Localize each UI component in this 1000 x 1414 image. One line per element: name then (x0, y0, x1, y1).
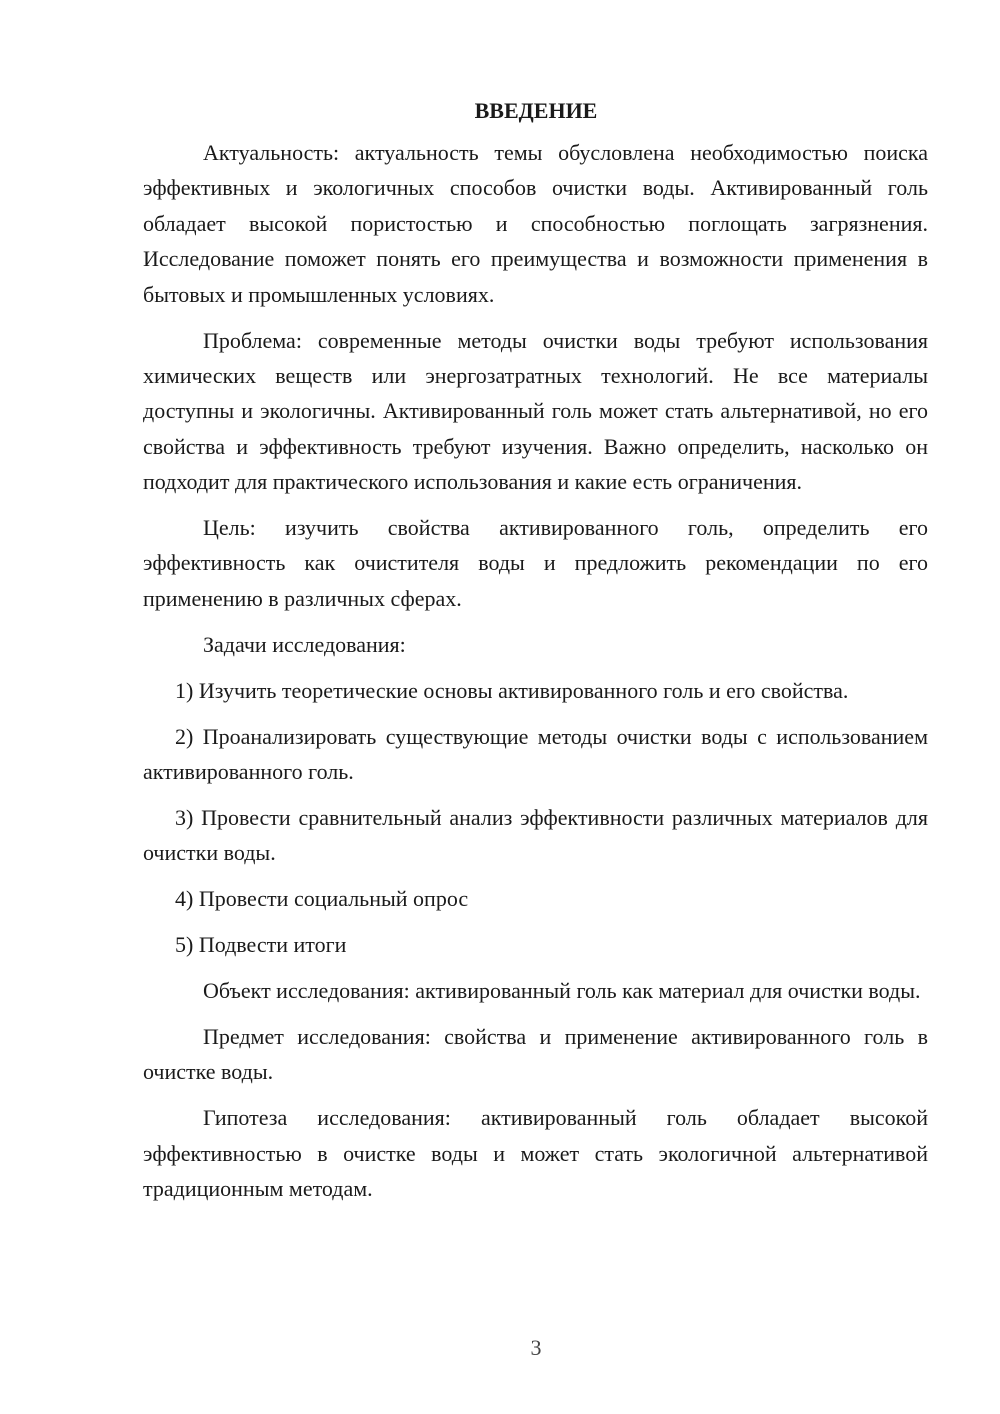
task-item-3: 3) Провести сравнительный анализ эффективности различных материалов для очистки воды. (143, 804, 928, 866)
paragraph-relevance: Актуальность: актуальность темы обусловлена необходимостью поиска эффективных и экологичных способов очистки воды. Активированный голь обладает высокой пористостью и способностью поглощать загрязнения. Исследование поможет понять его преимущества и возможности применения в бытовых и промышленных условиях. (143, 140, 928, 307)
paragraph-goal: Цель: изучить свойства активированного голь, определить его эффективность как очистителя воды и предложить рекомендации по его применению в различных сферах. (143, 515, 928, 611)
paragraph-hypothesis: Гипотеза исследования: активированный голь обладает высокой эффективностью в очистке воды и может стать экологичной альтернативой традиционным методам. (143, 1105, 928, 1202)
task-item-2: 2) Проанализировать существующие методы очистки воды с использованием активированного голь. (143, 723, 928, 784)
section-heading: ВВЕДЕНИЕ (474, 98, 598, 123)
paragraph-problem: Проблема: современные методы очистки воды требуют использования химических веществ или энергозатратных технологий. Не все материалы доступны и экологичны. Активированный голь может стать альтернативой, но его свойства и эффективность требуют изучения. Важно определить, насколько он подходит для практического использования и какие есть ограничения. (143, 327, 928, 495)
task-item-4: 4) Провести социальный опрос (175, 886, 469, 912)
page-number: 3 (530, 1335, 542, 1360)
tasks-title: Задачи исследования: (203, 631, 406, 657)
paragraph-object: Объект исследования: активированный голь как материал для очистки воды. (203, 978, 921, 1004)
task-item-1: 1) Изучить теоретические основы активированного голь и его свойства. (175, 677, 849, 703)
page-content (143, 96, 928, 1206)
task-item-5: 5) Подвести итоги (175, 932, 347, 958)
paragraph-subject: Предмет исследования: свойства и применение активированного голь в очистке воды. (143, 1023, 928, 1085)
